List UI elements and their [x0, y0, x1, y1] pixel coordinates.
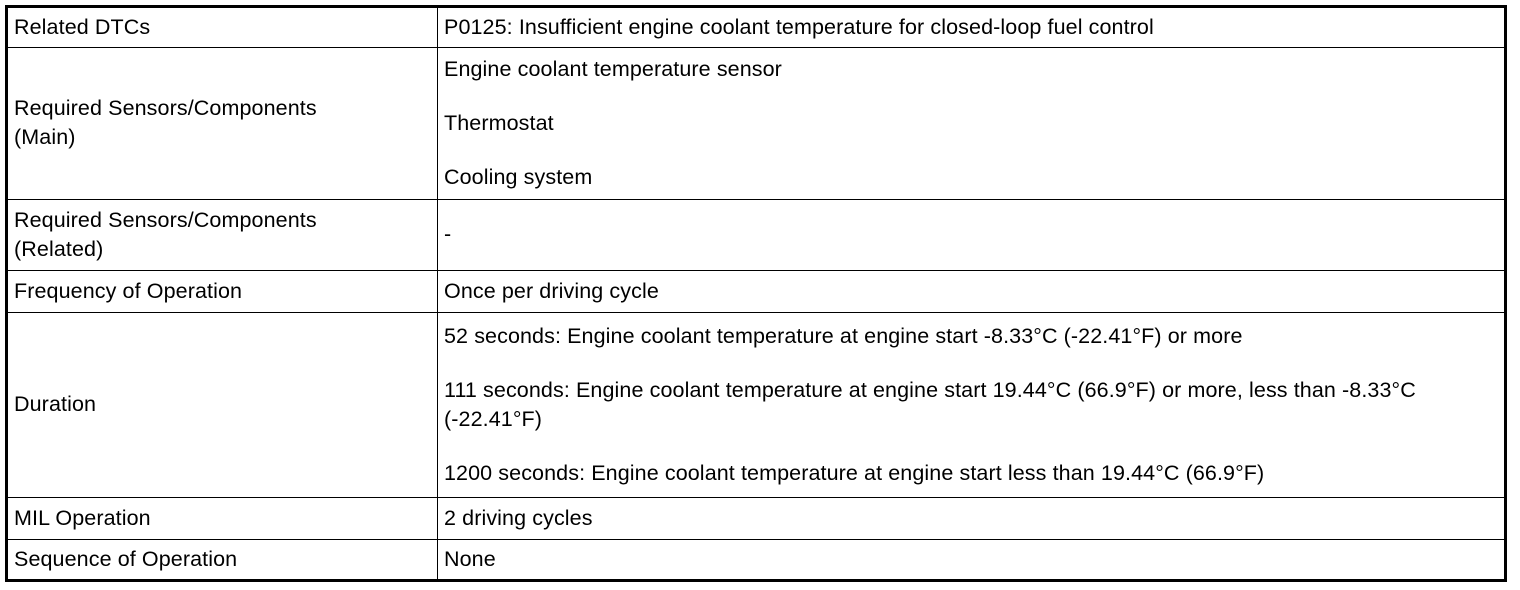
value-text: Once per driving cycle	[444, 278, 659, 303]
label-cell	[7, 313, 438, 498]
value-cell	[438, 48, 1506, 200]
table-row-required-sensors-main	[7, 48, 1506, 200]
value-cell	[438, 539, 1506, 580]
table-row-mil-operation	[7, 497, 1506, 539]
table-row-sequence-of-operation	[7, 539, 1506, 580]
label-cell	[7, 497, 438, 539]
label-text: Required Sensors/Components	[14, 96, 317, 121]
value-text: Engine coolant temperature sensor	[444, 56, 782, 81]
value-cell	[438, 270, 1506, 312]
value-cell	[438, 497, 1506, 539]
monitor-spec-table	[5, 5, 1507, 582]
value-cell	[438, 313, 1506, 498]
label-text: Duration	[14, 392, 97, 417]
label-text: Frequency of Operation	[14, 278, 243, 303]
label-text: MIL Operation	[14, 505, 151, 530]
value-text: None	[444, 546, 496, 571]
label-text-qualifier: (Main)	[14, 125, 76, 150]
label-cell	[7, 199, 438, 270]
value-text: 2 driving cycles	[444, 505, 593, 530]
value-text: 1200 seconds: Engine coolant temperature at engine start less than 19.44°C (66.9°F)	[444, 460, 1265, 485]
label-text-qualifier: (Related)	[14, 236, 104, 261]
label-cell	[7, 539, 438, 580]
label-cell	[7, 7, 438, 48]
table-row-related-dtcs	[7, 7, 1506, 48]
value-text: 52 seconds: Engine coolant temperature at engine start -8.33°C (-22.41°F) or more	[444, 323, 1243, 348]
label-cell	[7, 48, 438, 200]
label-text: Related DTCs	[14, 15, 151, 40]
label-text: Sequence of Operation	[14, 546, 238, 571]
label-text: Required Sensors/Components	[14, 207, 317, 232]
value-text: 111 seconds: Engine coolant temperature at engine start 19.44°C (66.9°F) or more, less than -8.33°C (-22.41°F)	[444, 377, 1416, 431]
value-text: Cooling system	[444, 164, 593, 189]
value-cell	[438, 199, 1506, 270]
label-cell	[7, 270, 438, 312]
table-row-frequency-of-operation	[7, 270, 1506, 312]
value-cell	[438, 7, 1506, 48]
table-row-duration	[7, 313, 1506, 498]
value-text: -	[444, 222, 452, 247]
value-text: P0125: Insufficient engine coolant temperature for closed-loop fuel control	[444, 15, 1154, 40]
table-row-required-sensors-related	[7, 199, 1506, 270]
value-text: Thermostat	[444, 110, 554, 135]
